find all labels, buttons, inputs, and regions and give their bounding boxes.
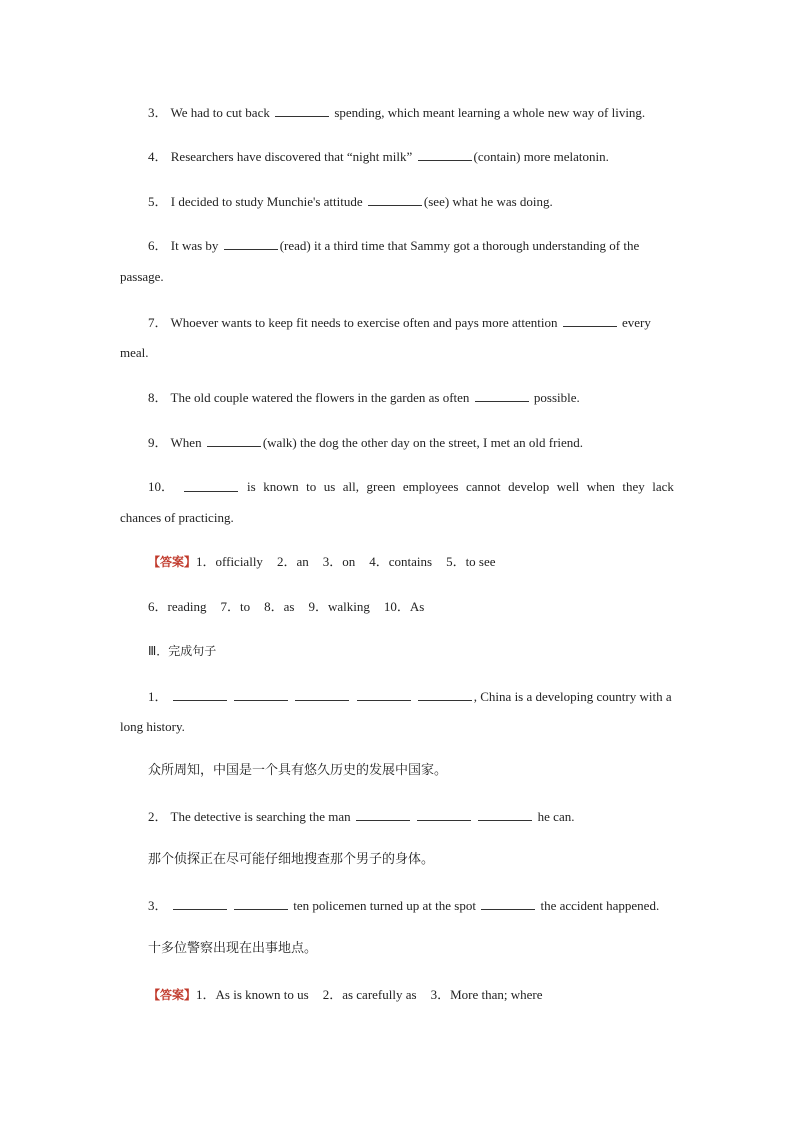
section-heading: Ⅲ．完成句子 [148, 644, 217, 658]
sentence-1-translation: 众所周知，中国是一个具有悠久历史的发展中国家。 [148, 763, 448, 778]
sentence-1: 1． , China is a developing country with a [148, 689, 672, 704]
answer-key-1: 【答案】1．officially 2．an 3．on 4．contains 5．to see [148, 554, 496, 569]
answer-blank [275, 104, 329, 117]
answer-blank [234, 688, 288, 701]
answer-blank [356, 808, 410, 821]
answer-blank [481, 897, 535, 910]
question-9: 9． When (walk) the dog the other day on the street, I met an old friend. [148, 435, 584, 450]
question-8: 8． The old couple watered the flowers in the garden as often possible. [148, 390, 580, 405]
answer-blank [184, 479, 238, 492]
answer-blank [417, 808, 471, 821]
answer-blank [234, 897, 288, 910]
answer-blank [173, 897, 227, 910]
answer-blank [295, 688, 349, 701]
answer-key-2: 【答案】1．As is known to us 2．as carefully as 3．More than; where [148, 987, 543, 1002]
answer-blank [418, 688, 472, 701]
question-7-continuation: meal. [120, 345, 149, 360]
question-6: 6． It was by (read) it a third time that Sammy got a thorough understanding of the [148, 238, 640, 253]
question-7: 7． Whoever wants to keep fit needs to exercise often and pays more attention every [148, 315, 651, 330]
sentence-3: 3． ten policemen turned up at the spot the accident happened. [148, 898, 660, 913]
sentence-2: 2． The detective is searching the man he can. [148, 809, 575, 824]
question-10-continuation: chances of practicing. [120, 510, 234, 525]
question-6-continuation: passage. [120, 269, 164, 284]
answer-tag: 【答案】 [148, 988, 197, 1002]
answer-blank [224, 237, 278, 250]
answer-blank [368, 193, 422, 206]
sentence-3-translation: 十多位警察出现在出事地点。 [148, 941, 318, 956]
answer-tag: 【答案】 [148, 555, 197, 569]
question-10: 10． is known to us all, green employees cannot develop well when they lack [148, 479, 674, 494]
answer-blank [475, 389, 529, 402]
question-4: 4． Researchers have discovered that “night milk” (contain) more melatonin. [148, 149, 609, 164]
answer-blank [563, 314, 617, 327]
answer-blank [207, 434, 261, 447]
answer-blank [173, 688, 227, 701]
answer-key-1-line2: 6．reading 7．to 8．as 9．walking 10．As [148, 599, 425, 614]
answer-blank [418, 148, 472, 161]
question-3: 3． We had to cut back spending, which meant learning a whole new way of living. [148, 105, 646, 120]
sentence-2-translation: 那个侦探正在尽可能仔细地搜查那个男子的身体。 [148, 852, 435, 867]
answer-blank [478, 808, 532, 821]
sentence-1-continuation: long history. [120, 719, 185, 734]
question-5: 5． I decided to study Munchie's attitude (see) what he was doing. [148, 194, 553, 209]
answer-blank [357, 688, 411, 701]
